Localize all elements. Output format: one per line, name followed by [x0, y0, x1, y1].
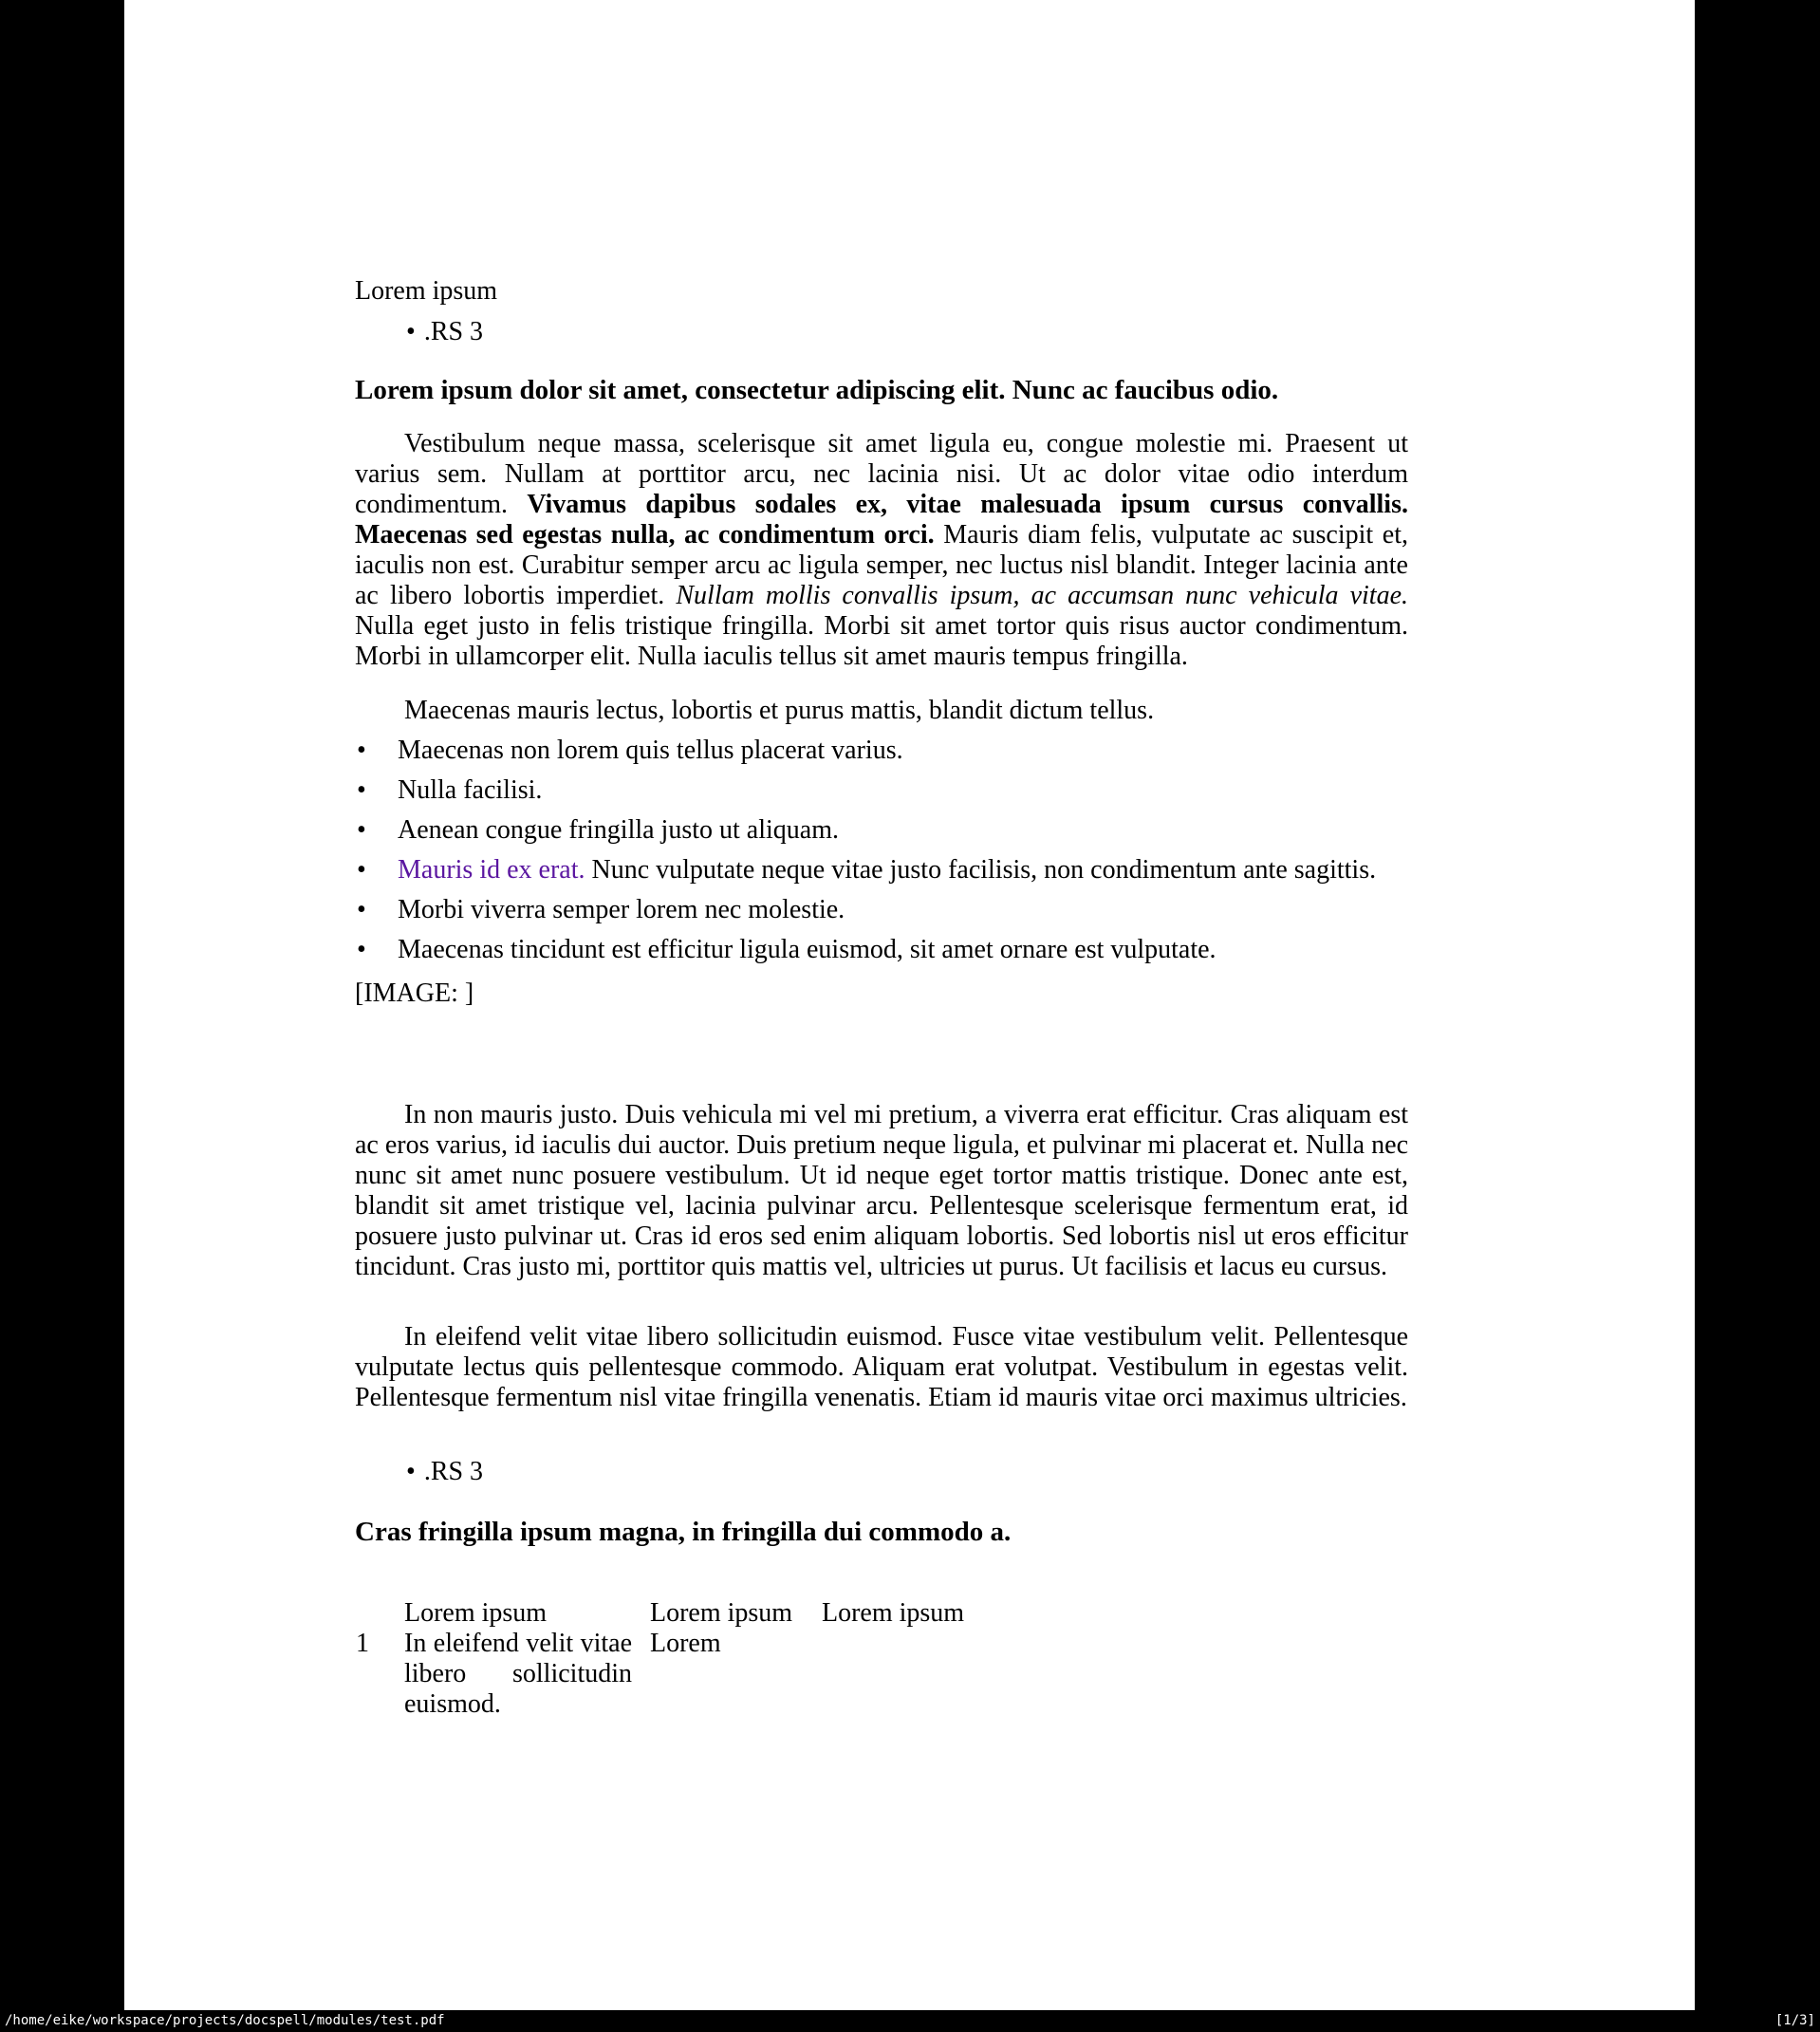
list-item: [355, 935, 1408, 965]
bullet-icon: •: [357, 855, 366, 885]
rs-marker-label: .RS 3: [423, 317, 484, 346]
bullet-icon: •: [357, 815, 366, 845]
list-item-text: Nunc vulputate neque vitae justo facilisis, non condimentum ante sagittis.: [585, 855, 1377, 885]
list-item-text: Maecenas tincidunt est efficitur ligula euismod, sit amet ornare est vulputate.: [398, 935, 1216, 964]
paragraph-1-bold: Vivamus dapibus sodales ex, vitae malesuada ipsum cursus convallis. Maecenas sed egestas nulla, ac condimentum orci.: [355, 490, 1408, 550]
paragraph-1: [355, 429, 1408, 672]
statusbar-page-indicator: [1/3]: [1774, 2013, 1815, 2028]
bullet-icon: •: [357, 775, 366, 805]
data-table: [355, 1598, 1408, 1731]
list-item: [355, 775, 1408, 806]
table-header-cell: Lorem ipsum: [404, 1598, 548, 1628]
statusbar: [0, 2010, 1820, 2032]
list-item: [355, 895, 1408, 925]
table-cell: In eleifend velit vitae libero sollicitudin euismod.: [404, 1629, 632, 1719]
bullet-icon: •: [357, 895, 366, 924]
rs-marker-label: .RS 3: [423, 1457, 484, 1486]
list-item-text: Maecenas non lorem quis tellus placerat varius.: [398, 736, 903, 765]
paragraph-1-text: Mauris diam felis, vulputate ac suscipit et, iaculis non est. Curabitur semper arcu ac ligula semper, nec luctus nisl blandit. Integer lacinia ante ac libero lobortis imperdiet.: [355, 520, 1408, 610]
bullet-icon: •: [357, 736, 366, 765]
rs-marker: [355, 1457, 1408, 1487]
list-item: [355, 815, 1408, 846]
statusbar-filepath: /home/eike/workspace/projects/docspell/modules/test.pdf: [5, 2013, 445, 2028]
paragraph-3: In eleifend velit vitae libero sollicitudin euismod. Fusce vitae vestibulum velit. Pellentesque vulputate lectus quis pellentesque commodo. Aliquam erat volutpat. Vestibulum in egestas velit. Pellentesque fermentum nisl vitae fringilla venenatis. Etiam id mauris vitae orci maximus ultricies.: [355, 1322, 1408, 1412]
paragraph-1-text: Nulla eget justo in felis tristique fringilla. Morbi sit amet tortor quis risus auctor condimentum. Morbi in ullamcorper elit. Nulla iaculis tellus sit amet mauris tempus fringilla.: [355, 611, 1408, 671]
list-item-text: Morbi viverra semper lorem nec molestie.: [398, 895, 845, 924]
pdf-page: [124, 0, 1695, 2010]
paragraph-1-italic: Nullam mollis convallis ipsum, ac accumsan nunc vehicula vitae.: [676, 581, 1408, 610]
top-label: Lorem ipsum: [355, 276, 498, 306]
paragraph-1-text: Vestibulum neque massa, scelerisque sit amet ligula eu, congue molestie mi. Praesent ut varius sem. Nullam at porttitor arcu, nec lacinia nisi. Ut ac dolor vitae odio interdum condimentum.: [355, 429, 1408, 519]
list-item-text: Aenean congue fringilla justo ut aliquam.: [398, 815, 839, 845]
list-item: [355, 855, 1408, 886]
table-cell: Lorem: [650, 1629, 721, 1658]
mauris-id-ex-erat-link[interactable]: Mauris id ex erat.: [398, 855, 585, 885]
list-item-text: Nulla facilisi.: [398, 775, 543, 805]
bullet-icon: •: [406, 317, 416, 346]
bullet-list: [355, 736, 1408, 975]
table-header-cell: Lorem ipsum: [822, 1598, 965, 1628]
paragraph-2: In non mauris justo. Duis vehicula mi vel mi pretium, a viverra erat efficitur. Cras aliquam est ac eros varius, id iaculis dui auctor. Duis pretium neque ligula, et pulvinar mi placerat et. Nulla nec nunc sit amet nunc posuere vestibulum. Ut id neque eget tortor mattis tristique. Donec ante est, blandit sit amet tristique vel, lacinia pulvinar arcu. Pellentesque scelerisque fermentum erat, id posuere justo pulvinar ut. Cras id eros sed enim aliquam lobortis. Sed lobortis nisl ut eros efficitur tincidunt. Cras justo mi, porttitor quis mattis vel, ultricies ut purus. Ut facilisis et lacus eu cursus.: [355, 1100, 1408, 1281]
bullet-icon: •: [357, 935, 366, 964]
bullet-icon: •: [406, 1457, 416, 1486]
section-heading-2: Cras fringilla ipsum magna, in fringilla dui commodo a.: [355, 1517, 1012, 1547]
page-content: [355, 0, 1408, 2010]
rs-marker: [355, 317, 1408, 347]
table-row-number: 1: [356, 1629, 369, 1658]
section-heading-1: Lorem ipsum dolor sit amet, consectetur adipiscing elit. Nunc ac faucibus odio.: [355, 375, 1279, 405]
table-header-cell: Lorem ipsum: [650, 1598, 793, 1628]
list-intro-line: Maecenas mauris lectus, lobortis et purus mattis, blandit dictum tellus.: [404, 696, 1155, 725]
list-item: [355, 736, 1408, 766]
image-placeholder: [IMAGE: ]: [355, 979, 474, 1008]
